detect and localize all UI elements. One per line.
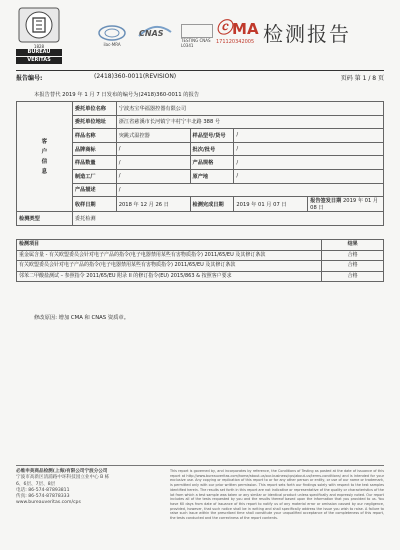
issue-date: 2019 年 01 月 08 日 <box>310 198 379 212</box>
field-label: 样品型号/货号 <box>190 129 234 143</box>
test-result: 合格 <box>322 250 384 261</box>
table-row <box>17 197 384 212</box>
field-label: 委托单位名称 <box>72 102 116 116</box>
page-number: 页码 第 1 / 8 页 <box>340 75 384 82</box>
table-row <box>17 169 384 183</box>
replacement-note: 本报告替代 2019 年 1 月 7 日发布的编号为(2418)360-0011 的报告 <box>34 92 200 98</box>
field-value: / <box>234 142 384 156</box>
field-label: 产品规格 <box>190 156 234 170</box>
field-label: 批次/批号 <box>190 142 234 156</box>
test-item: 重金属含量 - 有关欧盟委员会针对电子产品的指令(电子电器禁用某些有害物质指令) 2011/65/EU 及其修订条款 <box>17 250 322 261</box>
footer-phone: 电话: 86-574-87893811 <box>16 487 70 493</box>
table-row <box>17 142 384 156</box>
cnas-sub-text: TESTING CNAS L0341 <box>181 38 211 48</box>
cnas-logo <box>135 22 175 50</box>
field-value: / <box>116 156 190 170</box>
table-row <box>17 250 384 261</box>
issue-date-cell <box>308 197 384 212</box>
field-label: 委托单位地址 <box>72 115 116 129</box>
table-row <box>17 102 384 116</box>
header-divider <box>16 70 384 71</box>
field-value: 突跳式温控器 <box>116 129 190 143</box>
test-type-label: 检测类型 <box>17 212 73 226</box>
test-result: 合格 <box>322 261 384 272</box>
customer-info-section-label: 客 户 信 息 <box>17 102 73 212</box>
field-label: 制造工厂 <box>72 169 116 183</box>
receive-date-label: 收样日期 <box>72 197 116 212</box>
field-value: / <box>116 169 190 183</box>
table-row <box>17 115 384 129</box>
table-row <box>17 212 384 226</box>
test-result: 合格 <box>322 271 384 282</box>
cnas-emblem-icon <box>181 24 213 38</box>
cma-text: MA <box>232 20 259 38</box>
footer-company: 必维申美商品检测(上海)有限公司宁波分公司 <box>16 469 108 474</box>
field-label: 样品数量 <box>72 156 116 170</box>
cma-c-letter-icon: ⓒ <box>216 18 233 37</box>
ilac-text: ilac-MRA <box>103 42 121 47</box>
test-item: 有关欧盟委员会针对电子产品的指令(电子电器禁用某些有害物质指令) 2011/65/EU 及其修订条款 <box>17 261 322 272</box>
field-value: 宁波杰宝华福器控器有限公司 <box>116 102 383 116</box>
field-label: 原产地 <box>190 169 234 183</box>
test-type-value: 委托检测 <box>72 212 383 226</box>
report-number-label: 报告编号: <box>16 75 43 82</box>
cma-number: 171120342005 <box>216 39 255 45</box>
footer-address-line: 6、6层、7层、8层 <box>16 481 56 487</box>
footer-website: www.bureauveritas.com/cps <box>16 500 81 506</box>
field-label: 品牌商标 <box>72 142 116 156</box>
table-row <box>17 271 384 282</box>
test-conclusion-table <box>16 239 384 282</box>
complete-date: 2019 年 01 月 07 日 <box>234 197 308 212</box>
ilac-mra-logo <box>96 24 128 48</box>
bv-brand-bottom: VERITAS <box>16 57 62 64</box>
column-header-item: 检测项目 <box>17 240 322 251</box>
field-value: / <box>234 156 384 170</box>
field-value: / <box>116 142 190 156</box>
table-row <box>17 183 384 197</box>
customer-info-table <box>16 101 384 226</box>
field-value: / <box>234 129 384 143</box>
complete-date-label: 检测完成日期 <box>190 197 234 212</box>
field-value: / <box>234 169 384 183</box>
report-title: 检测报告 <box>263 22 351 46</box>
bv-year: 1828 <box>33 44 45 49</box>
footer-address <box>16 469 166 507</box>
table-header-row <box>17 240 384 251</box>
test-item: 邻苯二甲酸盐测试 – 参照指令 2011/65/EU 附录 II 的修订指令(EU) 2015/863 & 按照客户要求 <box>17 271 322 282</box>
table-row <box>17 156 384 170</box>
ilac-swirl-icon <box>96 24 128 42</box>
footer-legal-text: This report is governed by, and incorporates by reference, the Conditions of Testing as posted at the date of issuance of this report at http://www.bureauveritas.com/home/about-us/our-business/cps/about-us/terms-conditions/ and is intended for your exclusive use. Any copying or replication of this report to or for any other person or entity, or use of our name or trademark, is permitted only with our prior written permission. This report sets forth our findings solely with respect to the test samples identified herein. The results set forth in this report are not indicative or representative of the quality or characteristics of the lot from which a test sample was taken or any similar or identical product unless specifically and expressly noted. Our report includes all of the tests requested by you and the results thereof based upon the information that you provided to us. You have 60 days from date of issuance of this report to notify us of any material error or omission caused by our negligence, provided, however, that such notice shall be in writing and shall specifically address the issue you wish to raise. A failure to raise such issue within the prescribed time shall constitute your unqualified acceptance of the completeness of this report, the tests conducted and the correctness of the report contents. <box>170 469 384 521</box>
bv-brand-top: BUREAU <box>16 49 62 56</box>
field-label: 产品描述 <box>72 183 116 197</box>
table-row <box>17 261 384 272</box>
report-number-value: (2418)360-0011(REVISION) <box>94 73 177 80</box>
modification-note: 修改原因: 增加 CMA 和 CNAS 资质章。 <box>34 315 130 321</box>
footer-fax: 传真: 86-574-87878333 <box>16 494 70 500</box>
field-value: 浙江省慈溪市长河镇宁丰村宁丰北路 388 号 <box>116 115 383 129</box>
report-number-line <box>16 73 384 82</box>
field-value: / <box>116 183 383 197</box>
cma-logo <box>216 18 259 52</box>
footer-address-line: 宁波市高新区清浦路中环科技园立业中心 B 栋 <box>16 475 110 481</box>
column-header-result: 结果 <box>322 240 384 251</box>
issue-date-label: 报告签发日期 <box>310 198 342 205</box>
cnas-accreditation <box>181 24 215 48</box>
receive-date: 2018 年 12 月 26 日 <box>116 197 190 212</box>
table-row <box>17 129 384 143</box>
cnas-text: CNAS <box>139 29 164 38</box>
field-label: 样品名称 <box>72 129 116 143</box>
bureau-veritas-logo <box>16 6 62 66</box>
footer-divider <box>16 465 384 466</box>
